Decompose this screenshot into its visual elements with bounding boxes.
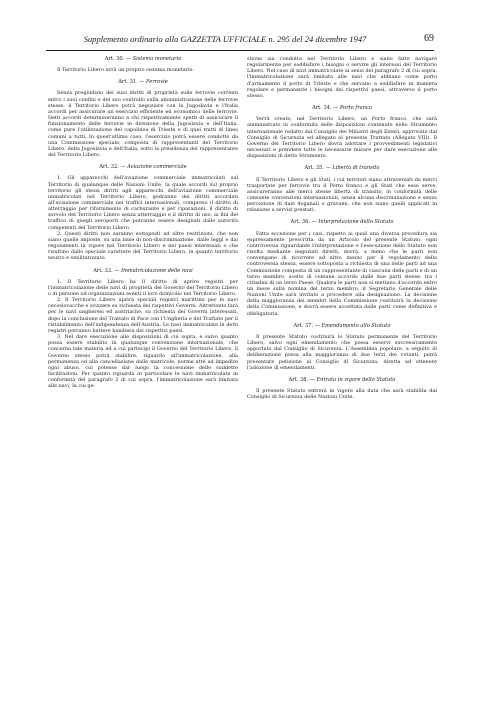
article-heading-32 (48, 164, 238, 170)
paragraph: 3. Nel dare esecuzione alle disposizioni di cui sopra, e salvo quanto possa essere stabilito in qualunque convenzione internazionale, che concerna tale materia ed a cui partecipi il Governo del Territorio Libero, il Governo stesso potrà stabilire, riguardo all'immatricolazione, alla permanenza od alla cancellazione dalle matricole, norme atte ad impedire ogni abuso, cui potesse dar luogo la concessione delle suddette facilitazioni. Per quanto riguarda in particolare le navi immatricolate in conformità del paragrafo 2 di cui sopra, l'immatricolazione sarà limitata alle navi, la cui ge- (48, 334, 238, 390)
paragraph-continued: stione sia condotta nel Territorio Libero e siano fatte navigare regolarmente per soddisfare i bisogni o servire gli interessi del Territorio Libero. Nel caso di navi immatricolate ai sensi del paragrafo 2 di cui sopra, l'immatricolazione sarà limitata alle navi che abbiano come porto d'armamento il porto di Trieste e che servano a soddisfare in maniera regolare e permanente i bisogni dei rispettivi paesi, attraverso il porto stesso. (247, 56, 437, 99)
article-number: Art. 36. — (290, 219, 317, 226)
article-heading-37 (247, 323, 437, 329)
article-heading-35 (247, 165, 437, 171)
right-column (247, 56, 437, 400)
paragraph: Il presente Statuto entrerà in vigore alla data che sarà stabilita dal Consiglio di Sicurezza delle Nazioni Unite. (247, 388, 437, 401)
article-heading-36 (247, 219, 437, 225)
article-title: Ferrovie (146, 79, 168, 86)
paragraph: Fatta eccezione per i casi, rispetto ai quali una diversa procedura sia espressamente prescritta da un Articolo del presente Statuto, ogni controversia riguardante l'interpretazione o l'esecuzione dello Statuto non risolta mediante negoziati diretti, dovrà, a meno che le parti non convengano di ricorrere ad altro mezzo per il regolamento della controversia stessa, essere sottoposta a richiesta di una delle parti ad una Commissione composta di un rappresentante di ciascuna delle parti e di un terzo membro, scelto di comune accordo dalle due parti stesse, tra i cittadini di un terzo Paese. Qualora le parti non si mettano d'accordo entro un mese sulla nomina del terzo membro, il Segretario Generale delle Nazioni Unite sarà invitato a procedere alla designazione. La decisione della maggioranza dei membri della Commissione costituirà la decisione della Commissione, e dovrà essere accettata dalle parti come definitiva e obbligatoria. (247, 230, 437, 317)
article-title: Porto franco (339, 105, 372, 112)
article-title: Emendamento allo Statuto (321, 322, 391, 329)
article-number: Art. 38. — (288, 376, 315, 383)
header-title: Supplemento ordinario alla GAZZETTA UFFICIALE n. 295 del 24 dicembre 1947 (83, 34, 367, 44)
article-heading-31 (48, 79, 238, 85)
article-title: Interpretazione dello Statuto (318, 219, 394, 226)
paragraph: Il Territorio Libero avrà un proprio sistema monetario. (57, 67, 195, 74)
article-number: Art. 30. — (104, 56, 131, 62)
article-title: Entrata in vigore dello Statuto (316, 376, 396, 383)
article-title: Aviazione commerciale (127, 164, 187, 171)
paragraph: Senza pregiudizio dei suoi diritti di proprietà sulle ferrovie correnti entro i suoi confini e del suo controllo sulla amministrazione delle ferrovie stesse, il Territorio Libero potrà negoziare con la Jugoslavia e l'Italia accordi per assicurare un esercizio efficiente ed economico delle ferrovie. Detti accordi determineranno a chi rispettivamente spetti di assicurare il funzionamento delle ferrovie in direzione della Jugoslavia e dell'Italia, come pure l'utilizzazione del capolinea di Trieste e di quei tratti di linea comuni a tutti. In quest'ultimo caso, l'esercizio potrà essere condotto da una Commissione speciale, composta di rappresentanti del Territorio Libero, della Jugoslavia e dell'Italia, sotto la presidenza del rappresentante del Territorio Libero. (48, 90, 238, 159)
article-heading-33 (48, 268, 238, 274)
article-number: Art. 33. — (93, 267, 120, 274)
article-number: Art. 32. — (99, 164, 126, 171)
paragraph: 2. Questi diritti non saranno sottoposti ad altre restrizioni, che non siano quelle imposte, su una base di non-discriminazione, dalle leggi e dai regolamenti in vigore nel Territorio Libero e nei paesi interessati o che risultino dallo speciale carattere del Territorio Libero, in quanto territorio neutro e smilitarizzato. (48, 230, 238, 262)
article-number: Art. 37. — (293, 322, 320, 329)
article-number: Art. 35. — (304, 165, 331, 172)
article-heading-34 (247, 105, 437, 111)
article-heading-38 (247, 377, 437, 383)
paragraph: Il Territorio Libero e gli Stati, i cui territori siano attraversati da merci trasportate per ferrovie tra il Porto franco e gli Stati che esso serve, assicureranno alle merci stesse libertà di transito, in conformità delle consuete convenzioni internazionali, senza alcuna discriminazione e senza percezione di dazi doganali o gravami, che non siano quelli applicati in relazione a servizi prestati. (247, 176, 437, 214)
article-title: Libertà di transito (332, 165, 380, 172)
article-title: Sistema monetario (132, 56, 182, 62)
paragraph: 2. Il Territorio Libero aprirà speciali registri marittimi per le navi cecoslovacche e svizzere su richiesta dei rispettivi Governi. Altrettanto farà per le navi ungheresi ed austriache, su richiesta dei Governi interessati, dopo la conclusione del Trattato di Pace con l'Ungheria e del Trattato per il ristabilimento dell'indipendenza dell'Austria. Le navi immatricolate in detti registri potranno battere bandiera dei rispettivi paesi. (48, 297, 238, 334)
article-title: Immatricolazione delle navi (121, 267, 193, 274)
paragraph: Verrà creato, nel Territorio Libero, un Porto franco, che sarà amministrato in conformità delle disposizioni contenute nello Strumento internazionale redatto dal Consiglio dei Ministri degli Esteri, approvato dal Consiglio di Sicurezza ed allegato al presente Trattato (Allegato VIII). Il Governo del Territorio Libero dovrà adottare i provvedimenti legislativi necessari e prendere tutte le necessarie misure per dare esecuzione alle disposizioni di detto Strumento. (247, 116, 437, 160)
paragraph: 1. Gli apparecchi dell'aviazione commerciale immatricolati sul Territorio di qualunque delle Nazioni Unite, la quale accordi sul proprio territorio gli stessi diritti agli apparecchi dell'aviazione commerciale immatricolati nel Territorio Libero, godranno dei diritti accordati all'aviazione commerciale nei traffici internazionali, compreso il diritto di atterraggio per rifornimento di carburante e per riparazioni, il diritto di sorvolo del Territorio Libero senza atterraggio e il diritto di uso, ai fini del traffico di quegli aeroporti che potranno essere designati dalle autorità competenti del Territorio Libero. (48, 175, 238, 231)
paragraph: 1. Il Territorio Libero ha il diritto di aprire registri per l'immatricolazione delle navi di proprietà del Governo del Territorio Libero o di persone od organizzazioni aventi il loro domicilio nel Territorio Libero. (48, 278, 238, 297)
article-number: Art. 34. — (312, 105, 339, 112)
page-header (46, 34, 434, 50)
paragraph: Il presente Statuto costituirà lo Statuto permanente del Territorio Libero, salvo ogni emendamento che possa esservi successivamente apportato dal Consiglio di Sicurezza. L'Assemblea popolare, a seguito di deliberazione presa alla maggioranza di due terzi dei votanti, potrà presentare petizione al Consiglio di Sicurezza, diretta ad ottenere l'adozione di emendamenti. (247, 333, 437, 371)
header-rule (46, 50, 434, 51)
page-number: 69 (424, 33, 434, 44)
left-column (48, 56, 238, 390)
article-number: Art. 31. — (118, 79, 145, 86)
article-heading-30 (48, 56, 238, 62)
